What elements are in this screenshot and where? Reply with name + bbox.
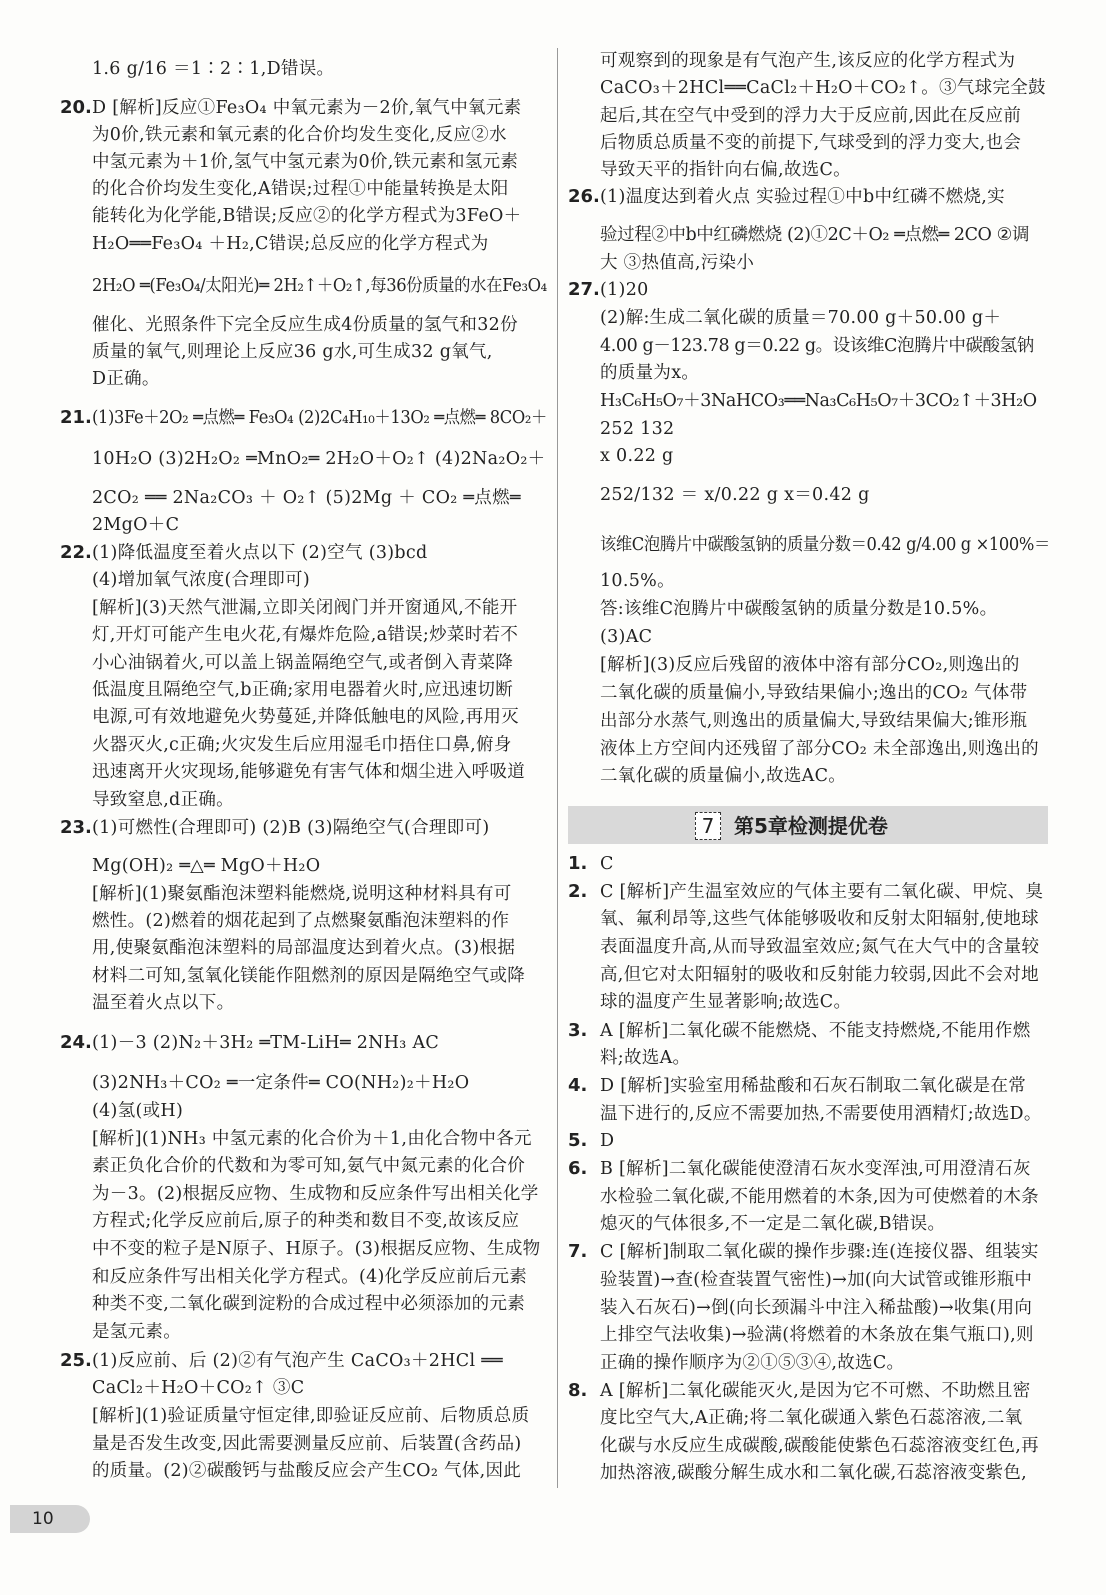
question-number: 22. xyxy=(60,542,92,563)
text-line: 的化合价均发生变化,A错误;过程①中能量转换是太阳 xyxy=(92,179,509,199)
text-line: [解析](3)天然气泄漏,立即关闭阀门并开窗通风,不能开 xyxy=(92,598,518,618)
text-line: 后物质总质量不变的前提下,气球受到的浮力变大,也会 xyxy=(600,133,1022,153)
text-line: 正确的操作顺序为②①⑤③④,故选C。 xyxy=(600,1353,905,1373)
text-line: 低温度且隔绝空气,b正确;家用电器着火时,应迅速切断 xyxy=(92,680,514,700)
question-number: 21. xyxy=(60,407,92,428)
text-line: 导致天平的指针向右偏,故选C。 xyxy=(600,160,851,180)
text-line: 用,使聚氨酯泡沫塑料的局部温度达到着火点。(3)根据 xyxy=(92,938,516,958)
text-line: 和反应条件写出相关化学方程式。(4)化学反应前后元素 xyxy=(92,1267,528,1287)
text-line: 中氢元素为＋1价,氢气中氢元素为0价,铁元素和氢元素 xyxy=(92,152,519,172)
text-line: 验装置)→查(检查装置气密性)→加(向大试管或锥形瓶中 xyxy=(600,1270,1033,1290)
text-line: 是氢元素。 xyxy=(92,1322,181,1342)
text-line: 大 ③热值高,污染小 xyxy=(600,253,755,273)
text-line: [解析](1)聚氨酯泡沫塑料能燃烧,说明这种材料具有可 xyxy=(92,884,512,904)
text-line: 温至着火点以下。 xyxy=(92,993,235,1013)
text-line: 量是否发生改变,因此需要测量反应前、后装置(含药品) xyxy=(92,1434,522,1454)
text-line: CaCO₃＋2HCl══CaCl₂＋H₂O＋CO₂↑。③气球完全鼓 xyxy=(600,78,1046,98)
text-line: CaCl₂＋H₂O＋CO₂↑ ③C xyxy=(92,1378,305,1398)
text-line: (1)3Fe＋2O₂ ═点燃═ Fe₃O₄ (2)2C₄H₁₀＋13O₂ ═点燃═ 8CO₂＋ xyxy=(92,408,547,428)
text-line: 导致窒息,d正确。 xyxy=(92,790,234,810)
question-number: 27. xyxy=(568,279,600,300)
text-line: 种类不变,二氧化碳到淀粉的合成过程中必须添加的元素 xyxy=(92,1294,526,1314)
text-line: (3)AC xyxy=(600,627,653,647)
text-line: 球的温度产生显著影响;故选C。 xyxy=(600,992,852,1012)
question-number: 4. xyxy=(568,1075,588,1096)
text-line: 料;故选A。 xyxy=(600,1048,691,1068)
text-line: 为0价,铁元素和氧元素的化合价均发生变化,反应②水 xyxy=(92,125,507,145)
section-number: 7 xyxy=(695,812,721,840)
text-line: 的质量为x。 xyxy=(600,363,700,383)
text-line: (1)降低温度至着火点以下 (2)空气 (3)bcd xyxy=(92,543,428,563)
text-line: 液体上方空间内还残留了部分CO₂ 未全部逸出,则逸出的 xyxy=(600,739,1039,759)
text-line: 2MgO＋C xyxy=(92,515,180,535)
column-divider xyxy=(557,48,558,1488)
text-line: 上排空气法收集)→验满(将燃着的木条放在集气瓶口),则 xyxy=(600,1325,1034,1345)
text-line: (1)反应前、后 (2)②有气泡产生 CaCO₃＋2HCl ══ xyxy=(92,1351,503,1371)
text-line: 2H₂O ═(Fe₃O₄/太阳光)═ 2H₂↑＋O₂↑,每36份质量的水在Fe₃O₄ xyxy=(92,276,547,296)
text-line: 4.00 g－123.78 g＝0.22 g。设该维C泡腾片中碳酸氢钠 xyxy=(600,336,1034,356)
text-line: 答:该维C泡腾片中碳酸氢钠的质量分数是10.5%。 xyxy=(600,599,998,619)
text-line: 二氧化碳的质量偏小,导致结果偏小;逸出的CO₂ 气体带 xyxy=(600,683,1028,703)
text-line: 方程式;化学反应前后,原子的种类和数目不变,故该反应 xyxy=(92,1211,520,1231)
text-line: (1)可燃性(合理即可) (2)B (3)隔绝空气(合理即可) xyxy=(92,818,490,838)
text-line: 可观察到的现象是有气泡产生,该反应的化学方程式为 xyxy=(600,51,1016,71)
text-line: D [解析]实验室用稀盐酸和石灰石制取二氧化碳是在常 xyxy=(600,1076,1027,1096)
text-line: D正确。 xyxy=(92,369,160,389)
text-line: 高,但它对太阳辐射的吸收和反射能力较弱,因此不会对地 xyxy=(600,965,1039,985)
text-line: (1)20 xyxy=(600,280,649,300)
text-line: 装入石灰石)→倒(向长颈漏斗中注入稀盐酸)→收集(用向 xyxy=(600,1298,1033,1318)
question-number: 20. xyxy=(60,97,92,118)
question-number: 2. xyxy=(568,881,588,902)
text-line: 验过程②中b中红磷燃烧 (2)①2C＋O₂ ═点燃═ 2CO ②调 xyxy=(600,225,1030,245)
text-line: A [解析]二氧化碳能灭火,是因为它不可燃、不助燃且密 xyxy=(600,1381,1031,1401)
text-line: 10H₂O (3)2H₂O₂ ═MnO₂═ 2H₂O＋O₂↑ (4)2Na₂O₂＋ xyxy=(92,449,546,469)
question-number: 8. xyxy=(568,1380,588,1401)
text-line: D [解析]反应①Fe₃O₄ 中氧元素为－2价,氧气中氧元素 xyxy=(92,98,522,118)
text-line: 化碳与水反应生成碳酸,碳酸能使紫色石蕊溶液变红色,再 xyxy=(600,1436,1039,1456)
text-line: H₃C₆H₅O₇＋3NaHCO₃══Na₃C₆H₅O₇＋3CO₂↑＋3H₂O xyxy=(600,391,1037,411)
text-line: B [解析]二氧化碳能使澄清石灰水变浑浊,可用澄清石灰 xyxy=(600,1159,1031,1179)
text-line: 中不变的粒子是N原子、H原子。(3)根据反应物、生成物 xyxy=(92,1239,541,1259)
text-line: 质量的氧气,则理论上反应36 g水,可生成32 g氧气, xyxy=(92,342,493,362)
text-line: 小心油锅着火,可以盖上锅盖隔绝空气,或者倒入青菜降 xyxy=(92,653,514,673)
text-line: (1)温度达到着火点 实验过程①中b中红磷不燃烧,实 xyxy=(600,187,1005,207)
text-line: 出部分水蒸气,则逸出的质量偏大,导致结果偏大;锥形瓶 xyxy=(600,711,1028,731)
page-number: 10 xyxy=(10,1505,90,1533)
text-line: 度比空气大,A正确;将二氧化碳通入紫色石蕊溶液,二氧 xyxy=(600,1408,1023,1428)
text-line: [解析](3)反应后残留的液体中溶有部分CO₂,则逸出的 xyxy=(600,655,1020,675)
text-line: 水检验二氧化碳,不能用燃着的木条,因为可使燃着的木条 xyxy=(600,1187,1039,1207)
text-line: 火器灭火,c正确;火灾发生后应用湿毛巾捂住口鼻,俯身 xyxy=(92,735,512,755)
text-line: (1)－3 (2)N₂＋3H₂ ═TM-LiH═ 2NH₃ AC xyxy=(92,1033,440,1053)
text-line: D xyxy=(600,1131,615,1151)
text-line: 电源,可有效地避免火势蔓延,并降低触电的风险,再用灭 xyxy=(92,707,519,727)
question-number: 7. xyxy=(568,1241,588,1262)
text-line: 二氧化碳的质量偏小,故选AC。 xyxy=(600,766,847,786)
question-number: 1. xyxy=(568,853,588,874)
text-line: 迅速离开火灾现场,能够避免有害气体和烟尘进入呼吸道 xyxy=(92,762,526,782)
text-line: C xyxy=(600,854,614,874)
text-line: [解析](1)验证质量守恒定律,即验证反应前、后物质总质 xyxy=(92,1406,530,1426)
question-number: 26. xyxy=(568,186,600,207)
text-line: 能转化为化学能,B错误;反应②的化学方程式为3FeO＋ xyxy=(92,206,522,226)
text-line: 素正负化合价的代数和为零可知,氨气中氮元素的化合价 xyxy=(92,1156,526,1176)
text-line: [解析](1)NH₃ 中氢元素的化合价为＋1,由化合物中各元 xyxy=(92,1129,532,1149)
text-line: 表面温度升高,从而导致温室效应;氮气在大气中的含量较 xyxy=(600,937,1040,957)
text-line: 2CO₂ ══ 2Na₂CO₃ ＋ O₂↑ (5)2Mg ＋ CO₂ ═点燃═ xyxy=(92,488,521,508)
text-line: 252 132 xyxy=(600,419,675,439)
text-line: 材料二可知,氢氧化镁能作阻燃剂的原因是隔绝空气或降 xyxy=(92,966,526,986)
question-number: 5. xyxy=(568,1130,588,1151)
question-number: 6. xyxy=(568,1158,588,1179)
text-line: x 0.22 g xyxy=(600,446,674,466)
text-line: 熄灭的气体很多,不一定是二氧化碳,B错误。 xyxy=(600,1214,946,1234)
text-line: 灯,开灯可能产生电火花,有爆炸危险,a错误;炒菜时若不 xyxy=(92,625,519,645)
text-line: 252/132 ＝ x/0.22 g x＝0.42 g xyxy=(600,485,870,505)
text-line: C [解析]制取二氧化碳的操作步骤:连(连接仪器、组装实 xyxy=(600,1242,1039,1262)
question-number: 23. xyxy=(60,817,92,838)
question-number: 3. xyxy=(568,1020,588,1041)
text-line: 该维C泡腾片中碳酸氢钠的质量分数＝0.42 g/4.00 g ×100%＝ xyxy=(600,535,1050,555)
text-line: Mg(OH)₂ ═△═ MgO＋H₂O xyxy=(92,856,321,876)
text-line: 氧、氟利昂等,这些气体能够吸收和反射太阳辐射,使地球 xyxy=(600,909,1039,929)
text-line: 催化、光照条件下完全反应生成4份质量的氢气和32份 xyxy=(92,315,518,335)
text-line: 10.5%。 xyxy=(600,571,675,591)
text-line: (3)2NH₃＋CO₂ ═一定条件═ CO(NH₂)₂＋H₂O xyxy=(92,1073,470,1093)
text-line: 为－3。(2)根据反应物、生成物和反应条件写出相关化学 xyxy=(92,1184,539,1204)
question-number: 24. xyxy=(60,1032,92,1053)
text-line: 的质量。(2)②碳酸钙与盐酸反应会产生CO₂ 气体,因此 xyxy=(92,1461,522,1481)
text-line: (4)氢(或H) xyxy=(92,1101,184,1121)
text-line: 1.6 g/16 ＝1∶2∶1,D错误。 xyxy=(92,59,335,79)
text-line: 温下进行的,反应不需要加热,不需要使用酒精灯;故选D。 xyxy=(600,1104,1042,1124)
text-line: A [解析]二氧化碳不能燃烧、不能支持燃烧,不能用作燃 xyxy=(600,1021,1031,1041)
section-title: 第5章检测提优卷 xyxy=(734,814,888,838)
text-line: C [解析]产生温室效应的气体主要有二氧化碳、甲烷、臭 xyxy=(600,882,1044,902)
question-number: 25. xyxy=(60,1350,92,1371)
text-line: 加热溶液,碳酸分解生成水和二氧化碳,石蕊溶液变紫色, xyxy=(600,1463,1027,1483)
text-line: (4)增加氧气浓度(合理即可) xyxy=(92,570,310,590)
text-line: 起后,其在空气中受到的浮力大于反应前,因此在反应前 xyxy=(600,106,1022,126)
text-line: H₂O══Fe₃O₄ ＋H₂,C错误;总反应的化学方程式为 xyxy=(92,234,489,254)
text-line: 燃性。(2)燃着的烟花起到了点燃聚氨酯泡沫塑料的作 xyxy=(92,911,510,931)
text-line: (2)解:生成二氧化碳的质量＝70.00 g＋50.00 g＋ xyxy=(600,308,1002,328)
